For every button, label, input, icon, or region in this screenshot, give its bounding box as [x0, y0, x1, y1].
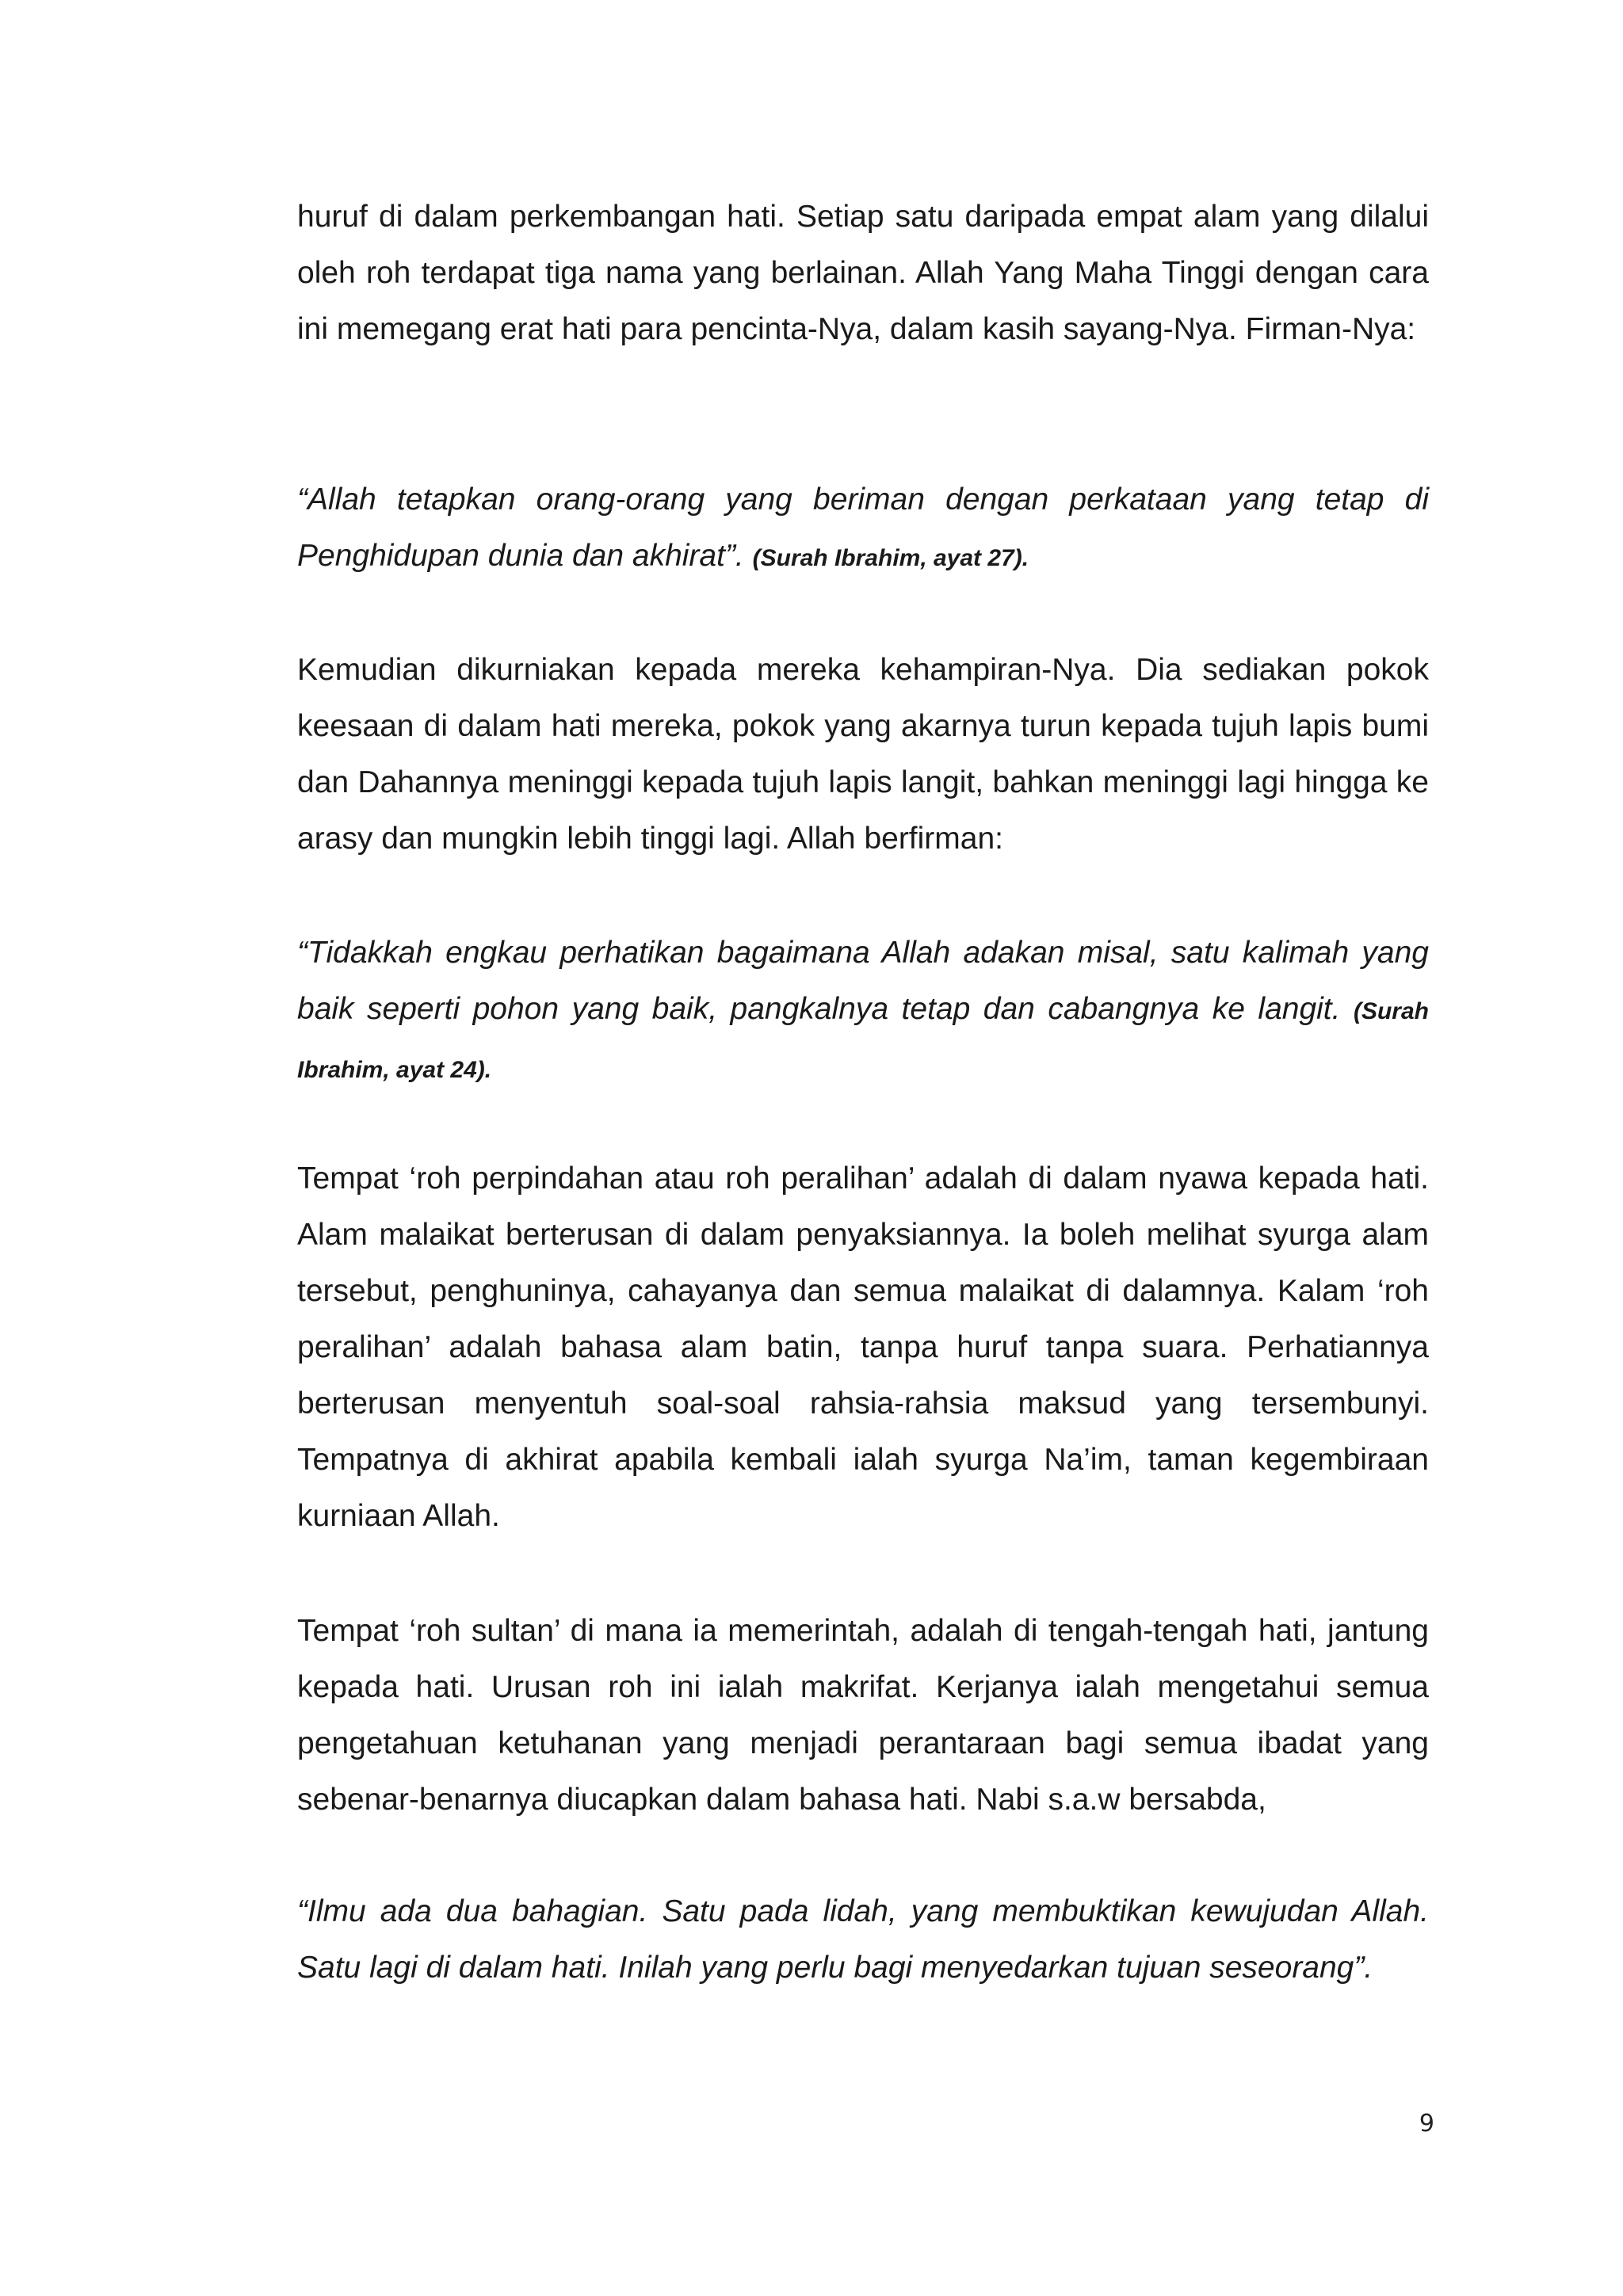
paragraph-kemudian: Kemudian dikurniakan kepada mereka kehampiran-Nya. Dia sediakan pokok keesaan di dalam hati mereka, pokok yang akarnya turun kepada tujuh lapis bumi dan Dahannya meninggi kepada tujuh lapis langit, bahkan meninggi lagi hingga ke arasy dan mungkin lebih tinggi lagi. Allah berfirman: — [297, 653, 1429, 856]
quote-reference: (Surah Ibrahim, ayat 27). — [752, 545, 1029, 571]
quote-text: “Allah tetapkan orang-orang yang beriman dengan perkataan yang tetap di Penghidupan dunia dan akhirat”. — [297, 482, 1429, 573]
quote-hadith-ilmu: “Ilmu ada dua bahagian. Satu pada lidah, yang membuktikan kewujudan Allah. Satu lagi di dalam hati. Inilah yang perlu bagi menyedarkan tujuan seseorang”. — [297, 1894, 1429, 1985]
quote-surah-ibrahim-24 — [297, 925, 1429, 1098]
quote-text: “Tidakkah engkau perhatikan bagaimana Allah adakan misal, satu kalimah yang baik seperti pohon yang baik, pangkalnya tetap dan cabangnya ke langit. — [297, 936, 1429, 1026]
paragraph-roh-sultan: Tempat ‘roh sultan’ di mana ia memerintah, adalah di tengah-tengah hati, jantung kepada hati. Urusan roh ini ialah makrifat. Kerjanya ialah mengetahui semua pengetahuan ketuhanan yang menjadi perantaraan bagi semua ibadat yang sebenar-benarnya diucapkan dalam bahasa hati. Nabi s.a.w bersabda, — [297, 1614, 1429, 1817]
page-number: 9 — [1419, 2110, 1434, 2138]
quote-surah-ibrahim-27 — [297, 471, 1429, 586]
paragraph-roh-peralihan: Tempat ‘roh perpindahan atau roh peralihan’ adalah di dalam nyawa kepada hati. Alam malaikat berterusan di dalam penyaksiannya. Ia boleh melihat syurga alam tersebut, penghuninya, cahayanya dan semua malaikat di dalamnya. Kalam ‘roh peralihan’ adalah bahasa alam batin, tanpa huruf tanpa suara. Perhatiannya berterusan menyentuh soal-soal rahsia-rahsia maksud yang tersembunyi. Tempatnya di akhirat apabila kembali ialah syurga Na’im, taman kegembiraan kurniaan Allah. — [297, 1161, 1429, 1533]
quote-reference: (Surah Ibrahim, ayat 24). — [297, 998, 1429, 1083]
paragraph-huruf: huruf di dalam perkembangan hati. Setiap satu daripada empat alam yang dilalui oleh roh terdapat tiga nama yang berlainan. Allah Yang Maha Tinggi dengan cara ini memegang erat hati para pencinta-Nya, dalam kasih sayang-Nya. Firman-Nya: — [297, 200, 1429, 346]
